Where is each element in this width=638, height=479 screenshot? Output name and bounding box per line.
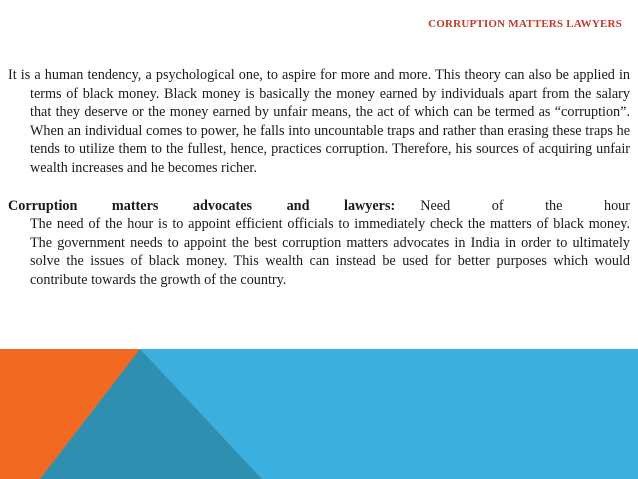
slide-header-title: CORRUPTION MATTERS LAWYERS <box>428 18 622 30</box>
paragraph-need-heading-suffix: Need of the hour <box>420 197 630 214</box>
paragraph-need-text: The need of the hour is to appoint efficient officials to immediately check the matters of black money. The government needs to appoint the best corruption matters advocates in India in order to ultimately solve the issues of black money. This wealth can instead be used for better purposes which would contribute towards the growth of the country. <box>30 216 630 288</box>
paragraph-intro-text: It is a human tendency, a psychological one, to aspire for more and more. This theory can also be applied in terms of black money. Black money is basically the money earned by individuals apart from the salary that they deserve or the money earned by unfair means, the act of which can be termed as “corruption”. When an individual comes to power, he falls into uncountable traps and rather than erasing these traps he tends to utilize them to the fullest, hence, practices corruption. Therefore, his sources of acquiring unfair wealth increases and he becomes richer. <box>8 67 630 176</box>
paragraph-need-heading: Corruption matters advocates and lawyers: <box>8 197 396 214</box>
